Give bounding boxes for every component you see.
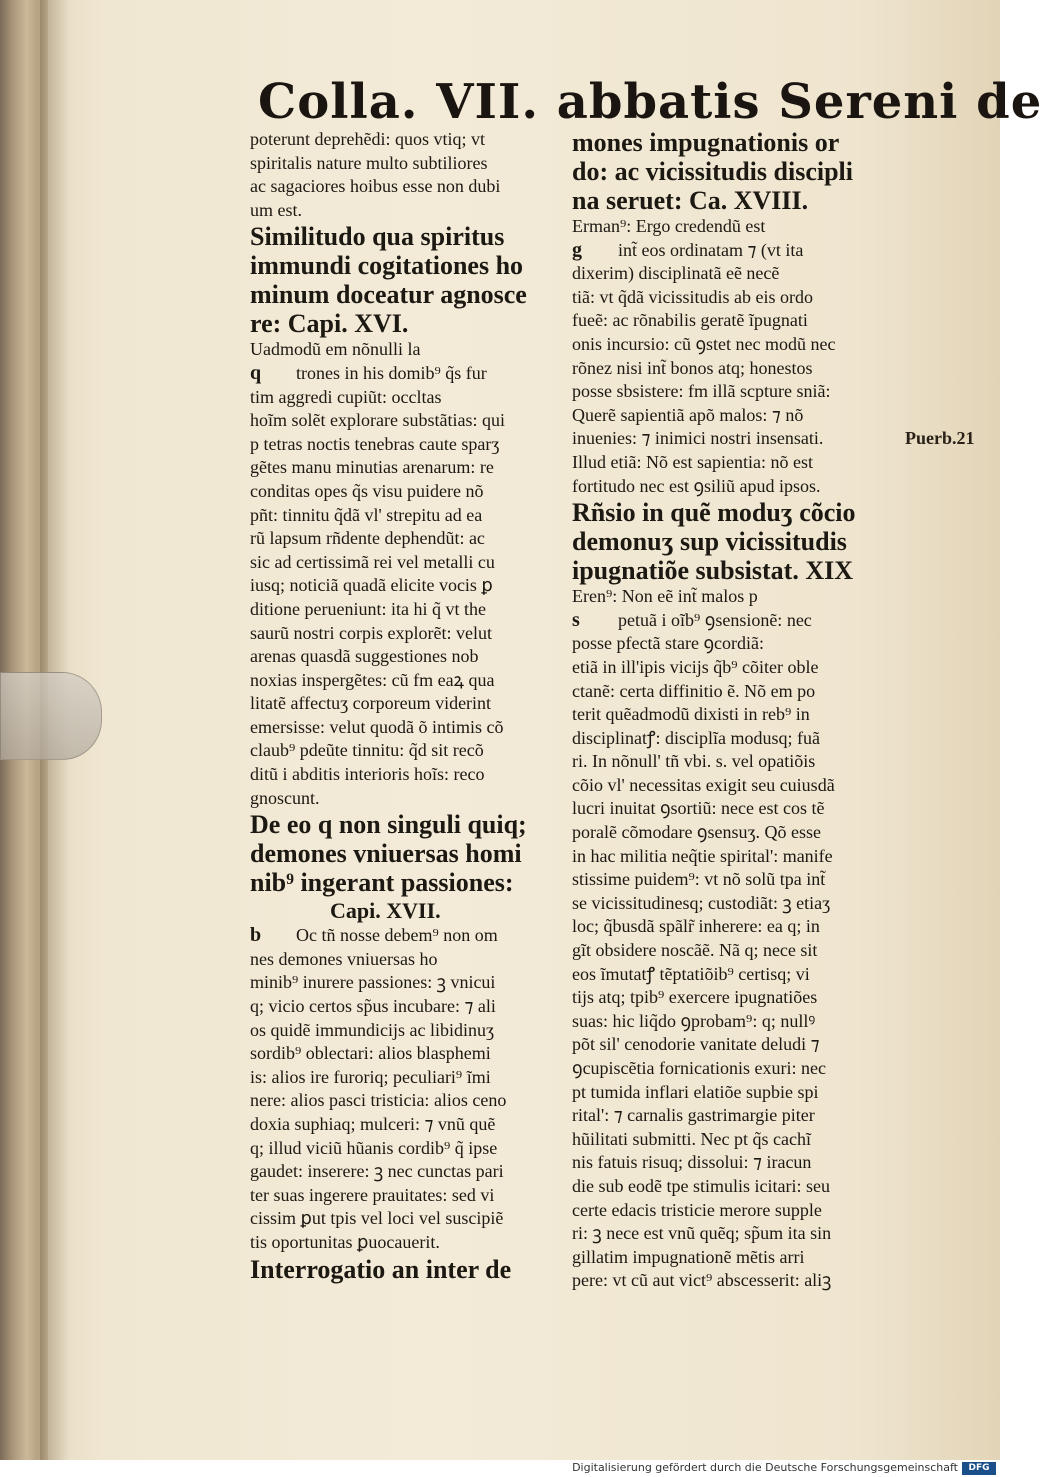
line-text: terit quẽadmodũ dixisti in reb⁹ in <box>572 704 810 725</box>
line-text: ri. In nõnull' tñ vbi. s. vel opatiõis <box>572 751 816 772</box>
line-text: doxia suphiaq; mulceri: ⁊ vnũ quẽ <box>250 1114 496 1134</box>
line-text: loc; q̃busdã spãlr̃ inherere: ea q; in <box>572 916 820 937</box>
text-line <box>250 716 568 740</box>
line-text: gĩt obsidere noscãẽ. Nã q; nece sit <box>572 940 818 961</box>
line-text: arenas quasdã suggestiones nob <box>250 646 479 667</box>
text-line <box>250 338 568 362</box>
text-line <box>250 1207 568 1231</box>
line-text: trones in his domib⁹ q̃s fur <box>296 362 487 383</box>
line-text: gnoscunt. <box>250 787 320 808</box>
line-text: ter suas ingerere prauitates: sed vi <box>250 1184 495 1205</box>
line-text: Illud etiã: Nõ est sapientia: nõ est <box>572 451 813 472</box>
text-line <box>572 703 904 727</box>
text-line <box>572 1222 904 1246</box>
line-text: immundi cogitationes ho <box>250 251 524 281</box>
text-line <box>572 309 904 333</box>
line-text: do: ac vicissitudis discipli <box>572 157 853 186</box>
line-text: disciplinatꝭ: disciplĩa modusq; fuã <box>572 727 820 748</box>
text-line <box>250 1231 568 1255</box>
text-line <box>572 1081 904 1105</box>
text-line <box>572 821 904 845</box>
line-text: rõnez nisi int̃ bonos atq; honestos <box>572 357 813 378</box>
line-text: ꝯcupiscẽtia fornicationis exuri: nec <box>572 1058 826 1078</box>
line-text: mones impugnationis or <box>572 128 840 157</box>
text-line <box>250 1160 568 1184</box>
line-text: nib⁹ ingerant passiones: <box>250 868 514 898</box>
text-line <box>250 1066 568 1090</box>
line-text: petuã i oĩb⁹ ꝯsensionẽ: nec <box>618 609 812 630</box>
text-line <box>572 915 904 939</box>
section-heading-line <box>250 839 568 868</box>
text-line <box>572 868 904 892</box>
line-text: sic ad certissimã rei vel metalli cu <box>250 551 495 572</box>
text-line <box>250 574 568 598</box>
section-heading-line <box>572 186 904 215</box>
section-heading-line <box>250 251 568 280</box>
line-text: poralẽ cõmodare ꝯsensuʒ. Qõ esse <box>572 822 821 843</box>
line-text: rũ lapsum rñdente dephendũt: ac <box>250 528 485 549</box>
footer-credit: Digitalisierung gefördert durch die Deutsche Forschungsgemeinschaft <box>572 1461 958 1474</box>
line-text: ipugnatiõe subsistat. XIX <box>572 556 854 586</box>
text-line <box>250 645 568 669</box>
line-text: rital': ⁊ carnalis gastrimargie piter <box>572 1105 815 1126</box>
line-text: tijs atq; tpib⁹ exercere ipugnatiões <box>572 987 818 1008</box>
line-text: tim aggredi cupiũt: occltas <box>250 386 442 407</box>
text-line <box>572 845 904 869</box>
text-line <box>572 1033 904 1057</box>
section-heading-line <box>250 868 568 897</box>
line-text: Interrogatio an inter de <box>250 1254 512 1284</box>
line-text: sordib⁹ oblectari: alios blasphemi <box>250 1043 491 1064</box>
line-text: stissime puidem⁹: vt nõ solũ tpa int̃ <box>572 869 826 890</box>
line-text: nere: alios pasci tristicia: alios ceno <box>250 1090 507 1111</box>
line-text: certe edacis tristicie merore supple <box>572 1199 822 1220</box>
line-text: spiritalis nature multo subtiliores <box>250 152 488 173</box>
line-text: poterunt deprehẽdi: quos vtiq; vt <box>250 129 485 149</box>
line-text: se vicissitudinesq; custodiãt: ꝫ etiaʒ <box>572 892 831 913</box>
text-line <box>572 585 904 609</box>
text-line <box>572 727 904 751</box>
line-text: is: alios ire furoriq; peculiari⁹ ĩmi <box>250 1066 491 1087</box>
text-line <box>572 750 904 774</box>
line-text: ac sagaciores hoibus esse non dubi <box>250 176 501 197</box>
text-line <box>572 215 904 239</box>
line-text: demones vniuersas homi <box>250 839 522 869</box>
text-line <box>572 1151 904 1175</box>
text-line <box>250 433 568 457</box>
line-text: gillatim impugnationẽ mẽtis arri <box>572 1246 805 1267</box>
line-text: pt tumida inflari elatiõe supbie spi <box>572 1081 819 1102</box>
line-text: onis incursio: cũ ꝯstet nec modũ nec <box>572 333 836 354</box>
initial-letter: g <box>572 238 582 261</box>
text-line <box>250 409 568 433</box>
text-line <box>250 739 568 763</box>
initial-letter: b <box>250 924 262 947</box>
text-line <box>250 1019 568 1043</box>
text-line <box>572 939 904 963</box>
text-line <box>572 404 904 428</box>
text-line <box>572 963 904 987</box>
text-line <box>572 239 904 263</box>
line-text: ri: ꝫ nece est vnũ quẽq; sp̃um ita sin <box>572 1223 832 1244</box>
chapter-number <box>250 897 568 924</box>
text-line <box>572 1175 904 1199</box>
section-heading-line <box>572 128 904 157</box>
line-text: um est. <box>250 199 302 220</box>
section-heading-line <box>572 498 904 527</box>
line-text: dixerim) disciplinatã eẽ necẽ <box>572 263 780 284</box>
section-heading-line <box>572 157 904 186</box>
text-line <box>250 480 568 504</box>
page-clip-tab <box>0 672 102 760</box>
text-line <box>572 609 904 633</box>
text-line <box>572 380 904 404</box>
line-text: emersisse: velut quodã õ intimis cõ <box>250 716 504 737</box>
text-line <box>250 598 568 622</box>
line-text: Capi. XVII. <box>330 898 441 924</box>
running-header: Colla. VII. abbatis Sereni de <box>258 74 1042 130</box>
text-line <box>572 1128 904 1152</box>
line-text: eos ĩmutatꝭ tẽptatiõib⁹ certisq; vi <box>572 963 810 984</box>
right-text-column <box>572 128 904 1293</box>
line-text: p tetras noctis tenebras caute sparʒ <box>250 433 500 454</box>
line-text: fortitudo nec est ꝯsiliũ apud ipsos. <box>572 475 821 496</box>
text-line <box>572 262 904 286</box>
line-text: gaudet: inserere: ꝫ nec cunctas pari <box>250 1161 504 1182</box>
line-text: Erman⁹: Ergo credendũ est <box>572 216 766 236</box>
text-line <box>572 1104 904 1128</box>
line-text: q; illud viciũ hũanis cordib⁹ q̃ ipse <box>250 1137 498 1158</box>
line-text: litatẽ affectuʒ corporeum viderint <box>250 693 492 714</box>
line-text: pñt: tinnitu q̃dã vl' strepitu ad ea <box>250 504 483 525</box>
dfg-logo: DFG <box>962 1462 996 1475</box>
line-text: Eren⁹: Non eẽ int̃ malos p <box>572 586 758 607</box>
text-line <box>250 622 568 646</box>
text-line <box>250 948 568 972</box>
line-text: pere: vt cũ aut vict⁹ abscesserit: aliꝫ <box>572 1270 832 1291</box>
line-text: gẽtes manu minutias arenarum: re <box>250 457 494 478</box>
line-text: os quidẽ immundicijs ac libidinuʒ <box>250 1019 494 1040</box>
text-line <box>572 797 904 821</box>
line-text: iusq; noticiã quadã elicite vocis ꝑ <box>250 575 493 596</box>
line-text: nes demones vniuersas ho <box>250 948 438 969</box>
text-line <box>572 357 904 381</box>
line-text: suas: hic liq̃do ꝯprobam⁹: q; nullꝰ <box>572 1010 816 1031</box>
line-text: põt sil' cenodorie vanitate deludi ⁊ <box>572 1034 820 1055</box>
text-line <box>572 1199 904 1223</box>
text-line <box>572 1057 904 1081</box>
line-text: posse sbsistere: fm illã scpture sniã: <box>572 381 831 402</box>
text-line <box>250 456 568 480</box>
text-line <box>572 680 904 704</box>
line-text: die sub eodẽ tpe stimulis icitari: seu <box>572 1175 830 1196</box>
line-text: int̃ eos ordinatam ⁊ (vt ita <box>618 239 804 260</box>
line-text: De eo q non singuli quiq; <box>250 810 527 840</box>
line-text: saurũ nostri corpis explorẽt: velut <box>250 622 492 643</box>
line-text: posse pfectã stare ꝯcordiã: <box>572 633 764 654</box>
text-line <box>572 451 904 475</box>
line-text: Oc tñ nosse debem⁹ non om <box>296 925 498 946</box>
line-text: fueẽ: ac rõnabilis geratẽ ĩpugnati <box>572 310 808 331</box>
text-line <box>572 892 904 916</box>
text-line <box>572 774 904 798</box>
line-text: minib⁹ inurere passiones: ꝫ vnicui <box>250 972 496 993</box>
text-line <box>250 551 568 575</box>
line-text: inuenies: ⁊ inimici nostri insensati. <box>572 428 824 449</box>
line-text: minum doceatur agnosce <box>250 280 527 310</box>
text-line <box>250 1137 568 1161</box>
text-line <box>250 128 568 152</box>
text-line <box>250 1042 568 1066</box>
footer-bar <box>0 1460 1000 1477</box>
text-line <box>250 152 568 176</box>
line-text: q; vicio certos sp̃us incubare: ⁊ ali <box>250 996 496 1017</box>
line-text: Querẽ sapientiã apõ malos: ⁊ nõ <box>572 404 804 425</box>
text-line <box>250 787 568 811</box>
text-line <box>250 692 568 716</box>
text-line <box>250 1113 568 1137</box>
line-text: Uadmodũ em nõnulli la <box>250 339 421 360</box>
text-line <box>250 1184 568 1208</box>
text-line <box>250 504 568 528</box>
text-line <box>572 986 904 1010</box>
text-line <box>572 656 904 680</box>
line-text: Rñsio in quẽ moduʒ cõcio <box>572 498 856 528</box>
initial-letter: s <box>572 608 580 631</box>
text-line <box>250 175 568 199</box>
section-heading-line <box>250 222 568 251</box>
text-line <box>250 995 568 1019</box>
line-text: etiã in ill'ipis vicijs q̃b⁹ cõiter oble <box>572 656 819 677</box>
text-line <box>250 669 568 693</box>
text-line <box>572 632 904 656</box>
line-text: ditũ i abditis interioris hoĩs: reco <box>250 764 485 785</box>
text-line <box>250 362 568 386</box>
line-text: Similitudo qua spiritus <box>250 222 505 252</box>
line-text: hũilitati submitti. Nec pt q̃s cachĩ <box>572 1128 811 1149</box>
section-heading-line <box>250 280 568 309</box>
text-line <box>250 527 568 551</box>
section-heading-line <box>250 309 568 338</box>
text-line <box>250 971 568 995</box>
text-line <box>572 1269 904 1293</box>
text-line <box>250 386 568 410</box>
section-heading-line <box>572 556 904 585</box>
text-line <box>250 763 568 787</box>
text-line <box>572 286 904 310</box>
line-text: noxias inspergẽtes: cũ fm eaꝝ qua <box>250 669 495 690</box>
line-text: cissim ꝑut tpis vel loci vel suscipiẽ <box>250 1208 504 1229</box>
line-text: lucri inuitat ꝯsortiũ: nece est cos tẽ <box>572 798 825 819</box>
section-heading-line <box>250 810 568 839</box>
marginal-note: Puerb.21 <box>905 428 975 448</box>
line-text: na seruet: Ca. XVIII. <box>572 186 809 215</box>
line-text: re: Capi. XVI. <box>250 309 409 339</box>
line-text: nis fatuis risuq; dissolui: ⁊ iracun <box>572 1152 812 1173</box>
line-text: demonuʒ sup vicissitudis <box>572 527 847 557</box>
text-line <box>250 924 568 948</box>
text-line <box>572 333 904 357</box>
line-text: hoĩm solẽt explorare substãtias: qui <box>250 410 505 431</box>
section-heading-line <box>572 527 904 556</box>
line-text: tis oportunitas ꝑuocauerit. <box>250 1231 440 1252</box>
line-text: in hac militia neq̃tie spirital': manife <box>572 845 833 866</box>
line-text: conditas opes q̃s visu puidere nõ <box>250 480 484 501</box>
left-text-column <box>250 128 568 1284</box>
line-text: ctanẽ: certa diffinitio ẽ. Nõ em po <box>572 680 816 701</box>
line-text: tiã: vt q̃dã vicissitudis ab eis ordo <box>572 286 813 307</box>
text-line <box>572 427 904 451</box>
text-line <box>250 1089 568 1113</box>
text-line <box>572 475 904 499</box>
line-text: cõio vl' necessitas exigit seu cuiusdã <box>572 774 835 795</box>
initial-letter: q <box>250 361 262 384</box>
text-line <box>250 199 568 223</box>
text-line <box>572 1246 904 1270</box>
text-line <box>572 1010 904 1034</box>
section-heading-line <box>250 1255 568 1284</box>
line-text: ditione perueniunt: ita hi q̃ vt the <box>250 598 486 619</box>
line-text: claub⁹ pdeũte tinnitu: q̃d sit recõ <box>250 740 484 761</box>
